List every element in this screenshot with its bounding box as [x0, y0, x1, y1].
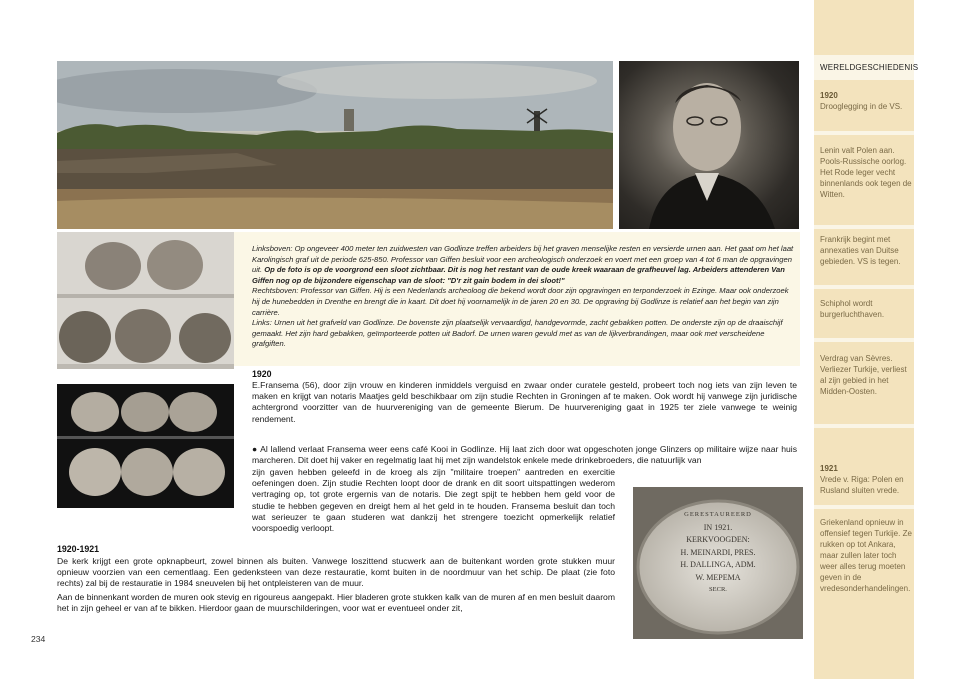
section-heading: 1920-1921 — [57, 544, 100, 554]
urns-top-photo — [57, 232, 234, 369]
sidebar-separator — [814, 505, 914, 509]
caption-text-bold: Op de foto is op de voorgrond een sloot zichtbaar. Dit is nog het restant van de oude kreek waaraan de grafheuvel lag. Arbeiders attenderen Van Giffen nog op de bijzondere eigenschap van de sloot: "D'r zit gain bodem in dei sloot!" — [252, 265, 785, 285]
section-heading: 1920 — [252, 369, 272, 379]
sidebar-entry-year: 1920 — [820, 91, 838, 100]
sidebar-entry-text: Vrede v. Riga: Polen en Rusland sluiten vrede. — [820, 475, 904, 495]
excavation-landscape-photo — [57, 61, 613, 229]
body-paragraph: Aan de binnenkant worden de muren ook stevig en rigoureus aangepakt. Hier bladeren grote stukken kalk van de muren af en men besluit daarom het in zijn geheel er van af te bikken. Hierdoor gaan de muurschilderingen, voor wat er eventueel onder zit, — [57, 592, 615, 614]
sidebar-entry-text: Frankrijk begint met annexaties van Duitse gebieden. VS is tegen. — [820, 235, 901, 266]
caption-text: Rechtsboven: Professor van Giffen. Hij is een Nederlands archeoloog die bekend wordt door zijn opgravingen en terponderzoek in Ezinge. Maar ook onderzoek hij de hunebedden in Drenthe en brengt die in kaart. Dit doet hij voornamelijk in de jaren 20 en 30. De opgraving bij Godlinze is relatief aan het begin van zijn carrière. — [252, 286, 789, 317]
sidebar-entry-text: Lenin valt Polen aan. Pools-Russische oorlog. Het Rode leger vecht binnenlands ook tegen de Witten. — [820, 146, 912, 199]
sidebar-separator — [814, 338, 914, 342]
caption-text: Linksboven: Op ongeveer 400 meter ten zuidwesten van Godlinze treffen arbeiders bij het graven menselijke resten en versierde urnen aan. Het gaat om het laat Karolingisch graf uit de periode 625-850. Professor van Giffen besluit voor een archeologisch onderzoek en voert met een groep van 4 tot 6 man de opgravingen uit. — [252, 244, 794, 275]
sidebar-entry-text: Schiphol wordt burgerluchthaven. — [820, 299, 885, 319]
sidebar-separator — [814, 131, 914, 135]
sidebar-entry — [820, 298, 912, 320]
caption-text: Links: Urnen uit het grafveld van Godlinze. De bovenste zijn plaatselijk vervaardigd, handgevormde, zacht gebakken potten. De onderste zijn op de draaischijf gemaakt. Het zijn hard gebakken, geïmporteerde potten uit Badorf. De urnen waren gevuld met as van de lijkverbrandingen, maar ook met verscheidene grafgiften. — [252, 318, 783, 349]
sidebar-entry — [820, 145, 912, 200]
body-paragraph: E.Fransema (56), door zijn vrouw en kinderen inmiddels verguisd en zwaar onder curatele gesteld, probeert toch nog iets van zijn leven te maken en krijgt van notaris Maatjes geld beschikbaar om zijn studie Rechten in Groningen af te maken. Ook wordt hij vanwege zijn juridische achtergrond voorzitter van de huurvereniging van de gemeente Bierum. De huurvereniging gaat in 1925 ter ziele vanwege te weinig rendement. — [252, 380, 797, 424]
sidebar-entry — [820, 463, 912, 496]
sidebar-entry — [820, 90, 912, 112]
sidebar-entry-text: Verdrag van Sèvres. Verliezer Turkije, verliest al zijn gebied in het Midden-Oosten. — [820, 354, 907, 396]
sidebar-entry-text: Griekenland opnieuw in offensief tegen Turkije. Ze rukken op tot Ankara, maar zullen later toch weer alles terug moeten geven in de vredesonderhandelingen. — [820, 518, 912, 593]
sidebar-entry — [820, 234, 912, 267]
sidebar-entry-text: Drooglegging in de VS. — [820, 102, 903, 111]
sidebar-entry — [820, 517, 912, 594]
stone-inscription: GERESTAUREERD IN 1921. KERKVOOGDEN: H. MEINARDI, PRES. H. DALLINGA, ADM. W. MEPEMA SECR. — [680, 511, 756, 593]
memorial-stone-photo — [633, 487, 803, 639]
bullet-icon: ● — [252, 444, 261, 454]
urns-bottom-photo — [57, 384, 234, 508]
sidebar-separator — [814, 225, 914, 229]
sidebar-title: WERELDGESCHIEDENIS — [820, 63, 919, 72]
sidebar-entry — [820, 353, 912, 397]
sidebar-separator — [814, 424, 914, 428]
body-paragraph: De kerk krijgt een grote opknapbeurt, zowel binnen als buiten. Vanwege loszittend stucwerk aan de buitenkant worden grote stukken muur opnieuw voorzien van een cementlaag. Een gedenksteen van deze restauratie, komt buiten in de noordmuur van het schip. De plaat (zie foto rechts) zal bij de restauratie in 1984 sneuvelen bij het ontpleisteren van de muur. — [57, 556, 615, 589]
sidebar-header — [814, 55, 919, 80]
sidebar-separator — [814, 285, 914, 289]
page-number: 234 — [31, 634, 46, 644]
body-paragraph: zijn gaven hebben geleefd in de kroeg als zijn "militaire troepen" aantreden en exercitie oefeningen doen. Zijn studie Rechten loopt door de drank en dit soort uitspattingen wederom vertraging op, tot grote ergernis van de notaris. Die zegt spijt te hebben hem geld voor de studie te hebben gegeven en dreigt hem al het geld in te houden. Fransema besluit dan toch wat serieuzer te gaan studeren wat dankzij het strengere toezicht opmerkelijk relatief voorspoedig verloopt. — [252, 467, 615, 534]
sidebar-entry-year: 1921 — [820, 464, 838, 473]
photo-captions — [252, 244, 797, 350]
professor-portrait-photo — [619, 61, 799, 229]
body-paragraph: ● Al lallend verlaat Fransema weer eens café Kooi in Godlinze. Hij laat zich door wat opgeschoten jonge Glinzers op militaire wijze naar huis marcheren. Dit doet hij vaker en regelmatig laat hij met zijn wandelstok enkele mede drinkebroeders, die natuurlijk van — [252, 444, 797, 466]
